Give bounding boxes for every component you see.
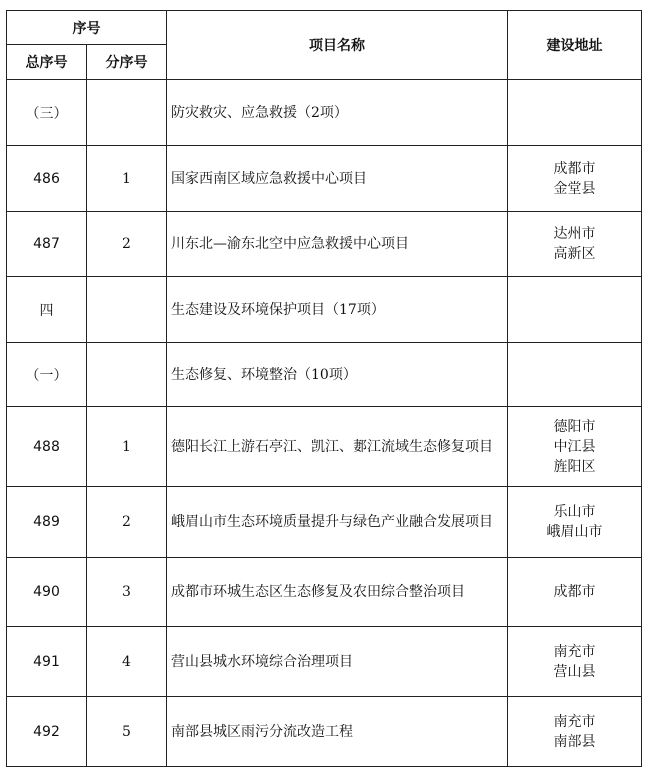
- header-total-seq: 总序号: [7, 45, 87, 80]
- project-name-cell: 成都市环城生态区生态修复及农田综合整治项目: [167, 558, 508, 627]
- address-line: 中江县: [553, 438, 596, 455]
- address-cell: [508, 343, 642, 407]
- total-seq-cell: 491: [7, 627, 87, 697]
- sub-seq-cell: 2: [87, 487, 167, 558]
- address-line: 成都市: [553, 584, 596, 600]
- header-sub-seq: 分序号: [87, 45, 167, 80]
- address-line: 南充市: [553, 643, 596, 660]
- header-project-name: 项目名称: [167, 11, 508, 80]
- project-name-cell: 德阳长江上游石亭江、凯江、郪江流域生态修复项目: [167, 407, 508, 487]
- address-line: 峨眉山市: [546, 524, 603, 540]
- project-name-cell: 营山县城水环境综合治理项目: [167, 627, 508, 697]
- table-row: [7, 80, 642, 146]
- address-cell: [508, 277, 642, 343]
- address-line: 旌阳区: [553, 458, 596, 475]
- header-address: 建设地址: [508, 11, 642, 80]
- address-line: 达州市: [553, 226, 596, 242]
- sub-seq-cell: 2: [87, 212, 167, 277]
- total-seq-cell: 490: [7, 558, 87, 627]
- sub-seq-cell: 1: [87, 146, 167, 212]
- address-line: 营山县: [553, 663, 596, 680]
- address-line: 乐山市: [553, 504, 596, 520]
- table-body: [7, 80, 642, 767]
- table-row: [7, 343, 642, 407]
- address-line: 德阳市: [553, 418, 596, 435]
- table-row: [7, 627, 642, 697]
- address-cell: [508, 697, 642, 767]
- address-cell: [508, 212, 642, 277]
- address-cell: [508, 80, 642, 146]
- header-seq: 序号: [7, 11, 167, 45]
- table-row: [7, 277, 642, 343]
- address-cell: [508, 407, 642, 487]
- project-name-cell: 川东北—渝东北空中应急救援中心项目: [167, 212, 508, 277]
- project-name-cell: 国家西南区域应急救援中心项目: [167, 146, 508, 212]
- total-seq-cell: 486: [7, 146, 87, 212]
- total-seq-cell: 492: [7, 697, 87, 767]
- address-line: 高新区: [553, 246, 596, 262]
- table-row: [7, 146, 642, 212]
- address-line: 成都市: [553, 160, 596, 177]
- table-row: [7, 487, 642, 558]
- project-name-cell: 生态修复、环境整治（10项）: [167, 343, 508, 407]
- address-cell: [508, 627, 642, 697]
- project-name-cell: 生态建设及环境保护项目（17项）: [167, 277, 508, 343]
- address-line: 南充市: [553, 713, 596, 730]
- total-seq-cell: 488: [7, 407, 87, 487]
- address-cell: [508, 487, 642, 558]
- total-seq-cell: 489: [7, 487, 87, 558]
- total-seq-cell: （三）: [7, 80, 87, 146]
- sub-seq-cell: [87, 277, 167, 343]
- project-name-cell: 峨眉山市生态环境质量提升与绿色产业融合发展项目: [167, 487, 508, 558]
- table-row: [7, 407, 642, 487]
- table-row: [7, 558, 642, 627]
- sub-seq-cell: 5: [87, 697, 167, 767]
- table-row: [7, 212, 642, 277]
- address-cell: [508, 146, 642, 212]
- address-cell: [508, 558, 642, 627]
- table-row: [7, 697, 642, 767]
- total-seq-cell: （一）: [7, 343, 87, 407]
- sub-seq-cell: [87, 80, 167, 146]
- project-name-cell: 南部县城区雨污分流改造工程: [167, 697, 508, 767]
- project-table: [6, 10, 642, 767]
- address-line: 南部县: [553, 733, 596, 750]
- address-line: 金堂县: [553, 180, 596, 197]
- total-seq-cell: 四: [7, 277, 87, 343]
- sub-seq-cell: 4: [87, 627, 167, 697]
- sub-seq-cell: [87, 343, 167, 407]
- sub-seq-cell: 1: [87, 407, 167, 487]
- sub-seq-cell: 3: [87, 558, 167, 627]
- total-seq-cell: 487: [7, 212, 87, 277]
- project-name-cell: 防灾救灾、应急救援（2项）: [167, 80, 508, 146]
